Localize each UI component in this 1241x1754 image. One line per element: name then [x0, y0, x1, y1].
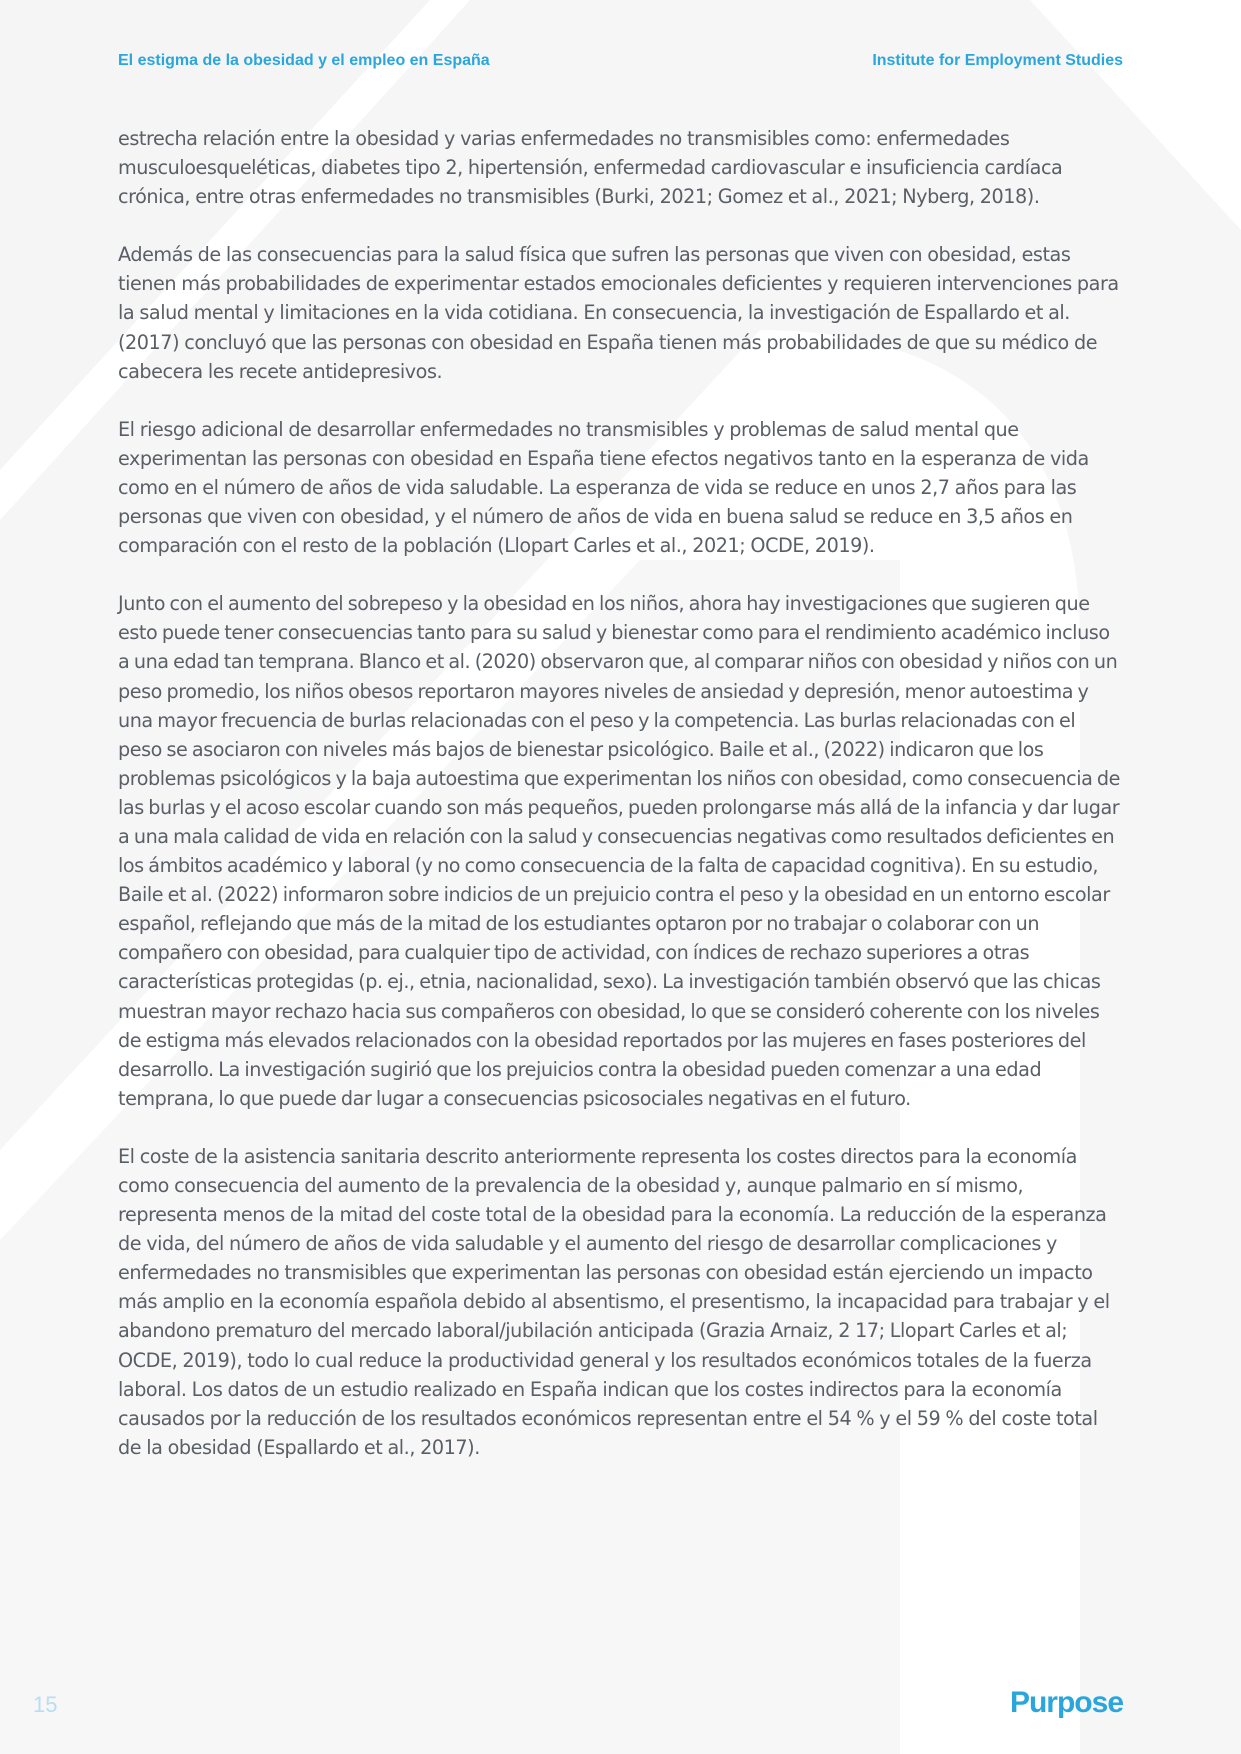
- paragraph-1: estrecha relación entre la obesidad y varias enfermedades no transmisibles como: enfermedades musculoesqueléticas, diabetes tipo 2, hipertensión, enfermedad cardiovascular e insuficiencia cardíaca crónica, entre otras enfermedades no transmisibles (Burki, 2021; Gomez et al., 2021; Nyberg, 2018).: [118, 127, 1063, 209]
- paragraph-4: Junto con el aumento del sobrepeso y la obesidad en los niños, ahora hay investigaciones que sugieren que esto puede tener consecuencias tanto para su salud y bienestar como para el rendimiento académico incluso a una edad tan temprana. Blanco et al. (2020) observaron que, al comparar niños con obesidad y niños con un peso promedio, los niños obesos reportaron mayores niveles de ansiedad y depresión, menor autoestima y una mayor frecuencia de burlas relacionadas con el peso y la competencia. Las burlas relacionadas con el peso se asociaron con niveles más bajos de bienestar psicológico. Baile et al., (2022) indicaron que los problemas psicológicos y la baja autoestima que experimentan los niños con obesidad, como consecuencia de las burlas y el acoso escolar cuando son más pequeños, pueden prolongarse más allá de la infancia y dar lugar a una mala calidad de vida en relación con la salud y consecuencias negativas como resultados deficientes en los ámbitos académico y laboral (y no como consecuencia de la falta de capacidad cognitiva). En su estudio, Baile et al. (2022) informaron sobre indicios de un prejuicio contra el peso y la obesidad en un entorno escolar español, reflejando que más de la mitad de los estudiantes optaron por no trabajar o colaborar con un compañero con obesidad, para cualquier tipo de actividad, con índices de rechazo superiores a otras características protegidas (p. ej., etnia, nacionalidad, sexo). La investigación también observó que las chicas muestran mayor rechazo hacia sus compañeros con obesidad, lo que se consideró coherente con los niveles de estigma más elevados relacionados con la obesidad reportados por las mujeres en fases posteriores del desarrollo. La investigación sugirió que los prejuicios contra la obesidad pueden comenzar a una edad temprana, lo que puede dar lugar a consecuencias psicosociales negativas en el futuro.: [118, 592, 1121, 1110]
- paragraph-2: Además de las consecuencias para la salud física que sufren las personas que viven con obesidad, estas tienen más probabilidades de experimentar estados emocionales deficientes y requieren intervenciones para la salud mental y limitaciones en la vida cotidiana. En consecuencia, la investigación de Espallardo et al. (2017) concluyó que las personas con obesidad en España tienen más probabilidades de que su médico de cabecera les recete antidepresivos.: [118, 243, 1119, 383]
- report-title: El estigma de la obesidad y el empleo en España: [118, 52, 490, 69]
- paragraph-3: El riesgo adicional de desarrollar enfermedades no transmisibles y problemas de salud mental que experimentan las personas con obesidad en España tiene efectos negativos tanto en la esperanza de vida como en el número de años de vida saludable. La esperanza de vida se reduce en unos 2,7 años para las personas que viven con obesidad, y el número de años de vida en buena salud se reduce en 3,5 años en comparación con el resto de la población (Llopart Carles et al., 2021; OCDE, 2019).: [118, 417, 1089, 558]
- paragraph-5: El coste de la asistencia sanitaria descrito anteriormente representa los costes directos para la economía como consecuencia del aumento de la prevalencia de la obesidad y, aunque palmario en sí mismo, representa menos de la mitad del coste total de la obesidad para la economía. La reducción de la esperanza de vida, del número de años de vida saludable y el aumento del riesgo de desarrollar complicaciones y enfermedades no transmisibles que experimentan las personas con obesidad están ejerciendo un impacto más amplio en la economía española debido al absentismo, el presentismo, la incapacidad para trabajar y el abandono prematuro del mercado laboral/jubilación anticipada (Grazia Arnaiz, 2 17; Llopart Carles et al; OCDE, 2019), todo lo cual reduce la productividad general y los resultados económicos totales de la fuerza laboral. Los datos de un estudio realizado en España indican que los costes indirectos para la economía causados por la reducción de los resultados económicos representan entre el 54 % y el 59 % del coste total de la obesidad (Espallardo et al., 2017).: [118, 1144, 1110, 1459]
- page-number: 15: [33, 1692, 58, 1717]
- page-header: [118, 52, 1123, 76]
- publisher-name: Institute for Employment Studies: [872, 52, 1123, 69]
- body-text: [118, 124, 1123, 1491]
- purpose-logo: Purpose: [1009, 1686, 1123, 1719]
